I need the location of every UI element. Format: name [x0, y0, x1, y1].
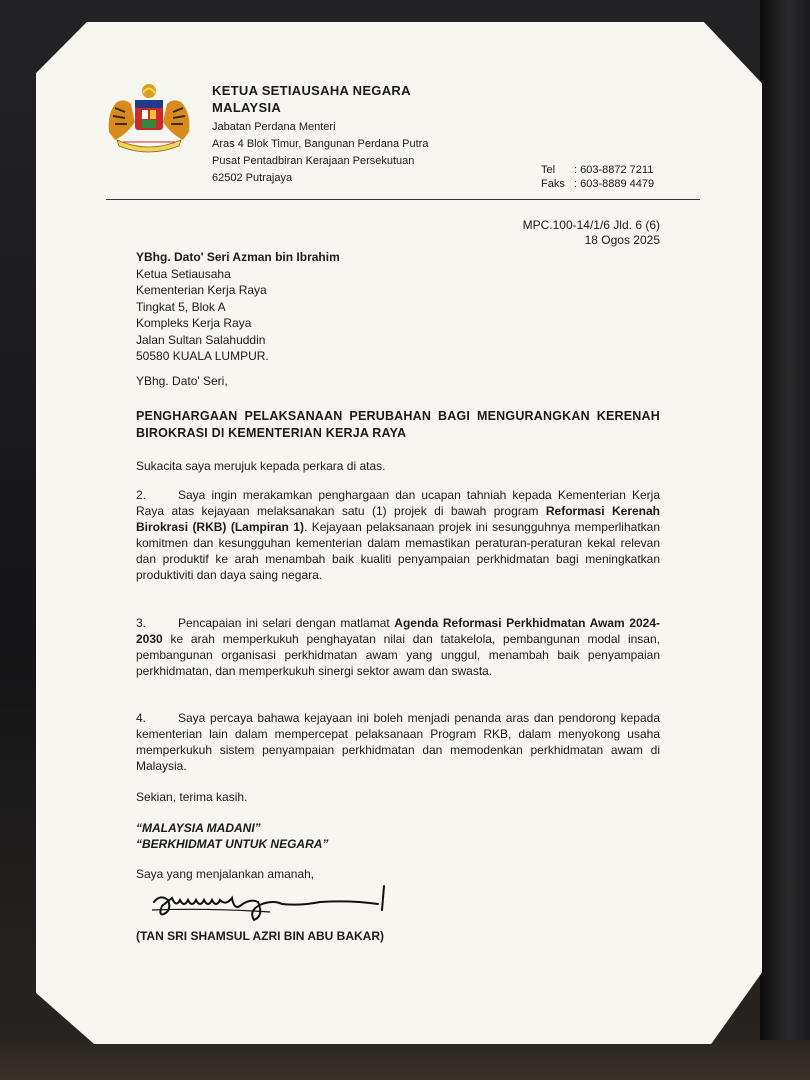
paragraph-bold: Agenda Reformasi Perkhidmatan Awam 2024-2030 — [136, 616, 660, 646]
coat-of-arms-icon — [103, 82, 195, 154]
fax-value: : 603-8889 4479 — [574, 178, 655, 190]
letter-date: 18 Ogos 2025 — [584, 233, 660, 247]
closing-line: Sekian, terima kasih. — [136, 790, 248, 804]
addressee-line: 50580 KUALA LUMPUR. — [136, 349, 269, 363]
address-line: Jabatan Perdana Menteri — [212, 121, 336, 133]
signer-name: (TAN SRI SHAMSUL AZRI BIN ABU BAKAR) — [136, 929, 384, 943]
opening-line: Sukacita saya merujuk kepada perkara di atas. — [136, 459, 386, 473]
address-line: 62502 Putrajaya — [212, 172, 293, 184]
org-line-1: KETUA SETIAUSAHA NEGARA — [212, 83, 411, 98]
paragraph-bold: Reformasi Kerenah Birokrasi (RKB) (Lampiran 1) — [136, 504, 660, 534]
org-line-2: MALAYSIA — [212, 100, 282, 115]
address-line: Aras 4 Blok Timur, Bangunan Perdana Putra — [212, 138, 429, 150]
letterhead-title — [212, 82, 411, 116]
motto-line-2: “BERKHIDMAT UNTUK NEGARA” — [136, 837, 329, 851]
header-divider — [106, 199, 700, 200]
contact-info — [541, 163, 654, 191]
fax-label: Faks — [541, 178, 565, 190]
tel-label: Tel — [541, 164, 556, 176]
paragraph-2 — [136, 487, 660, 583]
addressee-name: YBhg. Dato' Seri Azman bin Ibrahim — [136, 250, 340, 264]
paragraph-text: Pencapaian ini selari dengan matlamat — [178, 616, 395, 630]
paragraph-text: ke arah memperkukuh penghayatan nilai dan tatakelola, pembangunan modal insan, pembangunan organisasi perkhidmatan awam yang unggul, menambah baik penyampaian perkhidmatan, dan memperkukuh sinergi sektor awam dan swasta. — [136, 632, 660, 678]
reference-number: MPC.100-14/1/6 Jld. 6 (6) — [522, 218, 660, 232]
salutation: YBhg. Dato' Seri, — [136, 374, 228, 388]
motto-line-1: “MALAYSIA MADANI” — [136, 821, 261, 835]
paragraph-number: 3. — [136, 616, 147, 630]
address-line: Pusat Pentadbiran Kerajaan Persekutuan — [212, 155, 415, 167]
paragraph-number: 2. — [136, 488, 147, 502]
tel-value: : 603-8872 7211 — [574, 164, 654, 176]
addressee-line: Ketua Setiausaha — [136, 266, 231, 281]
subject-line: PENGHARGAAN PELAKSANAAN PERUBAHAN BAGI MENGURANGKAN KERENAH BIROKRASI DI KEMENTERIAN KERJA RAYA — [136, 409, 660, 440]
paragraph-4 — [136, 710, 660, 774]
addressee-block — [136, 249, 340, 365]
trust-line: Saya yang menjalankan amanah, — [136, 867, 315, 881]
paragraph-text: . Kejayaan pelaksanaan projek ini sesungguhnya memperlihatkan komitmen dan kesungguhan kementerian dalam memastikan peraturan-peraturan kekal relevan dan produktif ke arah menambah baik kualiti penyampaian perkhidmatan bagi meningkatkan produktiviti dan daya saing negara. — [136, 520, 661, 582]
paragraph-3 — [136, 615, 660, 679]
paragraph-number: 4. — [136, 711, 147, 725]
signature-icon — [150, 880, 400, 930]
addressee-line: Tingkat 5, Blok A — [136, 299, 226, 314]
letterhead-address — [212, 119, 428, 187]
paragraph-text: Saya ingin merakamkan penghargaan dan ucapan tahniah kepada Kementerian Kerja Raya atas kejayaan melaksanakan satu (1) projek di bawah program — [136, 488, 660, 518]
addressee-line: Kementerian Kerja Raya — [136, 283, 267, 297]
paragraph-text: Saya percaya bahawa kejayaan ini boleh menjadi penanda aras dan pendorong kepada kementerian lain dalam mempercepat pelaksanaan Program RKB, dalam menyokong usaha memperkukuh sistem penyampaian perkhidmatan dan memodenkan perkhidmatan awam di Malaysia. — [136, 711, 660, 773]
addressee-line: Jalan Sultan Salahuddin — [136, 332, 266, 347]
addressee-line: Kompleks Kerja Raya — [136, 316, 252, 330]
reference-block — [523, 218, 660, 248]
